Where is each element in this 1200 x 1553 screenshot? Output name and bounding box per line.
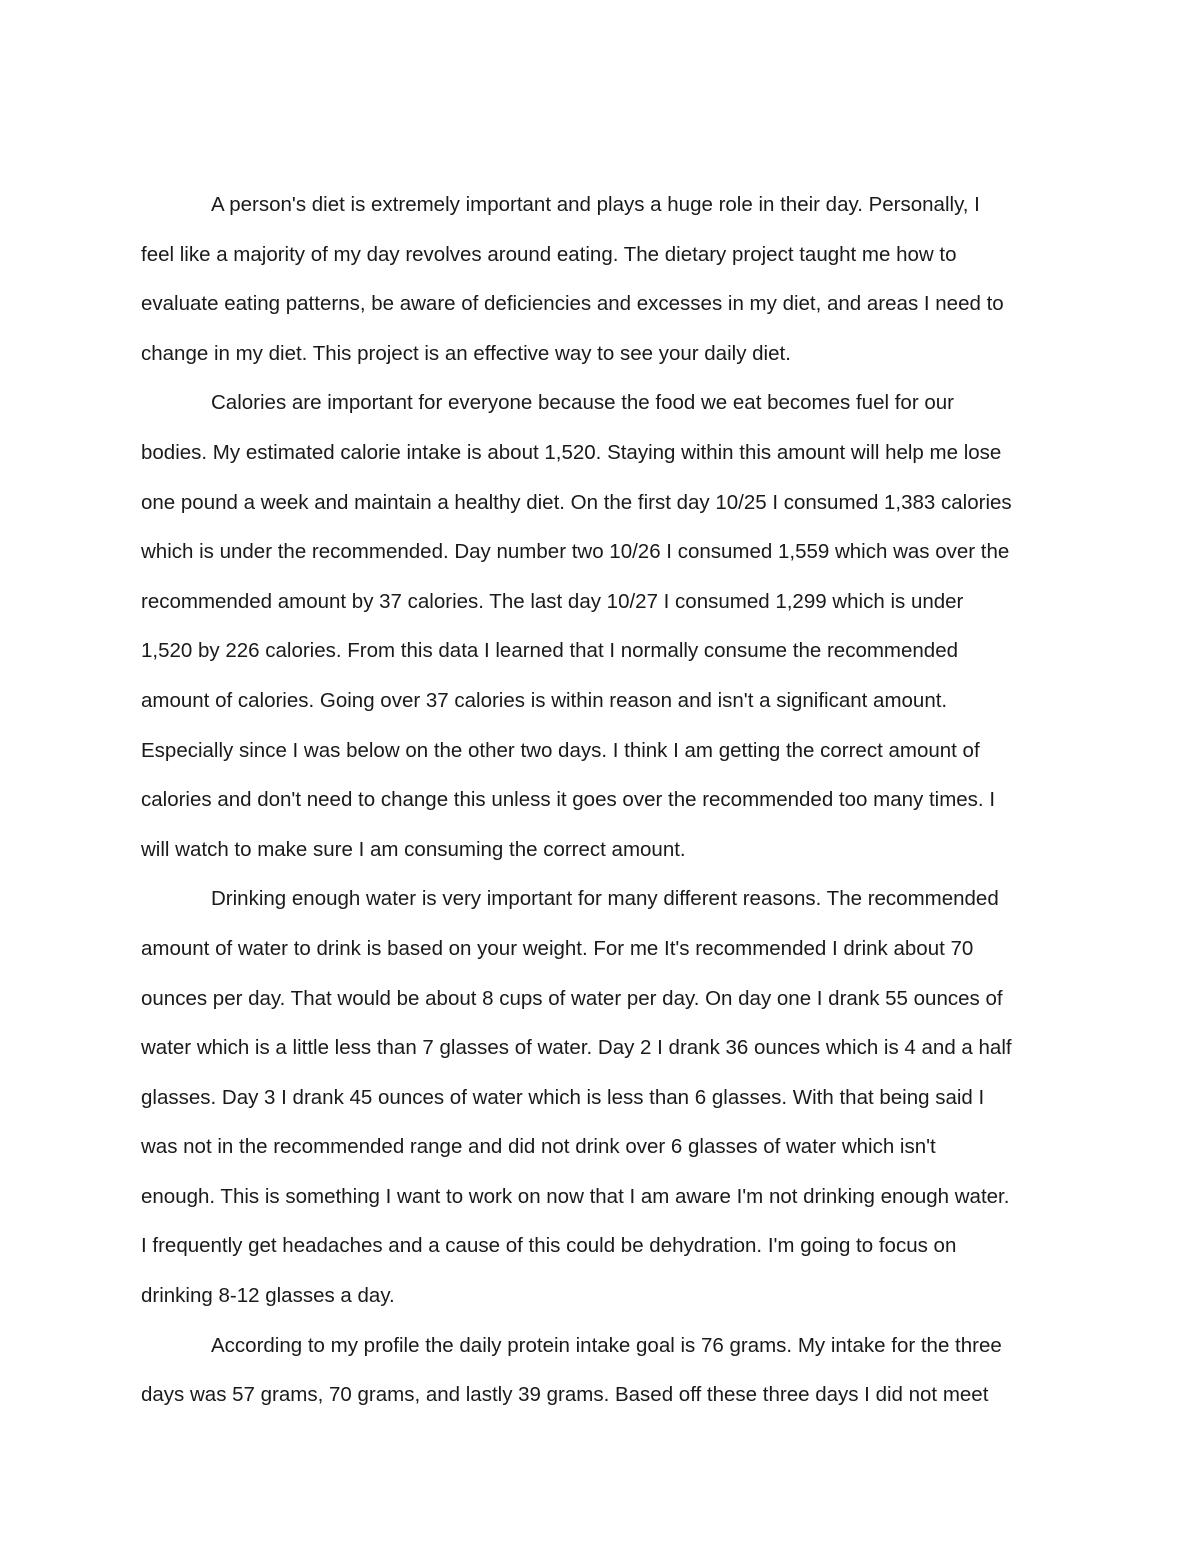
text-line: evaluate eating patterns, be aware of deficiencies and excesses in my diet, and areas I need to [141,292,1004,316]
paragraph-diet-intro [141,180,1071,378]
text-line: will watch to make sure I am consuming the correct amount. [141,837,686,861]
text-line: feel like a majority of my day revolves around eating. The dietary project taught me how to [141,242,957,266]
text-line: was not in the recommended range and did not drink over 6 glasses of water which isn't [141,1135,936,1159]
text-line: recommended amount by 37 calories. The last day 10/27 I consumed 1,299 which is under [141,589,964,613]
text-line: days was 57 grams, 70 grams, and lastly 39 grams. Based off these three days I did not meet [141,1383,989,1407]
text-line: amount of water to drink is based on your weight. For me It's recommended I drink about 70 [141,936,974,960]
text-line: Especially since I was below on the other two days. I think I am getting the correct amount of [141,738,980,762]
text-line: drinking 8-12 glasses a day. [141,1284,395,1308]
text-line: bodies. My estimated calorie intake is about 1,520. Staying within this amount will help me lose [141,440,1002,464]
text-line: enough. This is something I want to work on now that I am aware I'm not drinking enough water. [141,1184,1010,1208]
text-line: calories and don't need to change this unless it goes over the recommended too many times. I [141,788,996,812]
paragraph-protein [141,1321,1071,1420]
text-line: change in my diet. This project is an effective way to see your daily diet. [141,341,791,365]
paragraph-water [141,874,1071,1320]
text-line: A person's diet is extremely important and plays a huge role in their day. Personally, I [211,193,980,216]
text-line: glasses. Day 3 I drank 45 ounces of water which is less than 6 glasses. With that being said I [141,1085,985,1109]
text-line: Drinking enough water is very important for many different reasons. The recommended [211,887,999,911]
text-line: I frequently get headaches and a cause of this could be dehydration. I'm going to focus on [141,1234,957,1258]
text-line: water which is a little less than 7 glasses of water. Day 2 I drank 36 ounces which is 4 and a half [141,1036,1012,1060]
text-line: which is under the recommended. Day number two 10/26 I consumed 1,559 which was over the [141,540,1010,564]
document-body [141,180,1071,1420]
text-line: Calories are important for everyone because the food we eat becomes fuel for our [211,391,954,415]
text-line: amount of calories. Going over 37 calories is within reason and isn't a significant amount. [141,688,948,712]
text-line: one pound a week and maintain a healthy diet. On the first day 10/25 I consumed 1,383 calories [141,490,1012,514]
text-line: According to my profile the daily protein intake goal is 76 grams. My intake for the three [211,1333,1002,1357]
text-line: 1,520 by 226 calories. From this data I learned that I normally consume the recommended [141,639,959,663]
paragraph-calories [141,378,1071,874]
text-line: ounces per day. That would be about 8 cups of water per day. On day one I drank 55 ounces of [141,986,1003,1010]
